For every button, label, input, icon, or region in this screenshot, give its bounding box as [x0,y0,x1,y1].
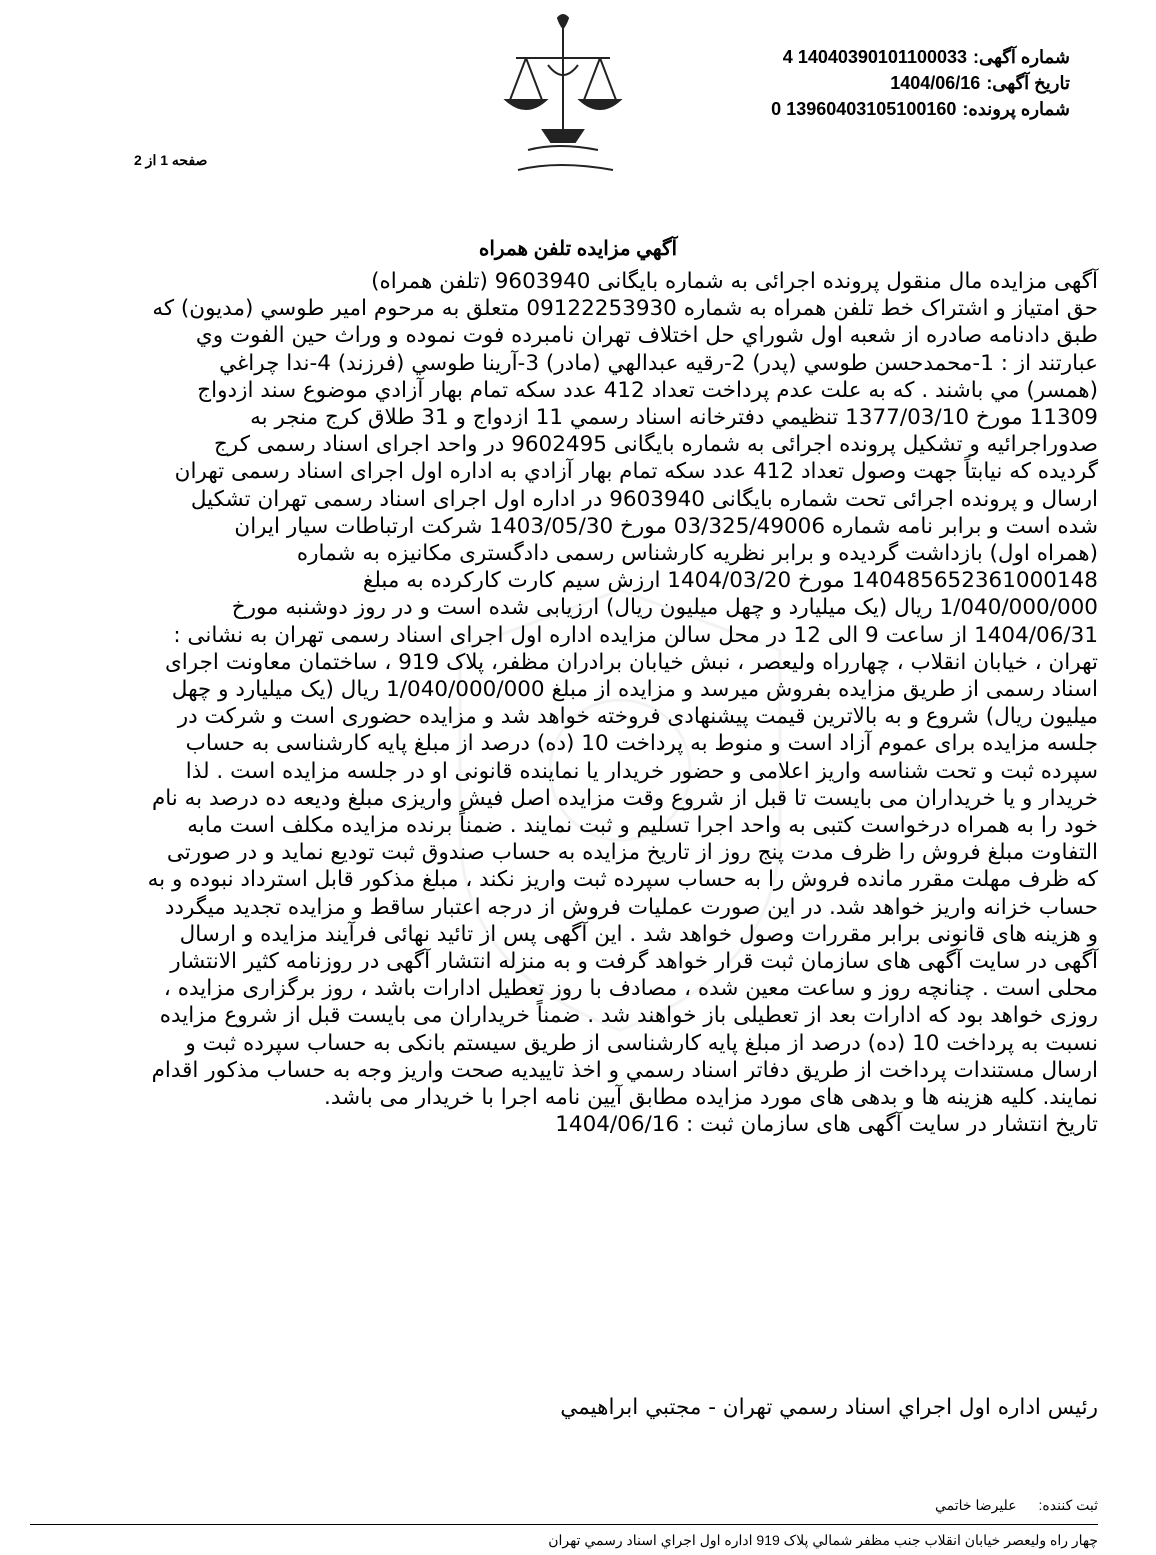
body-line: تاريخ انتشار در سايت آگهی های سازمان ثبت : 1404/06/16 [555,1112,1098,1138]
body-line: سپرده ثبت و تحت شناسه واريز اعلامی و حضور خريدار يا نماينده قانونی او در جلسه مزايده است . لذا [185,758,1098,784]
registrar-name: عليرضا خاتمي [934,1497,1017,1513]
body-line: صدوراجرائيه و تشکيل پرونده اجرائی به شماره بایگانی 9602495 در واحد اجرای اسناد رسمی کرج [214,432,1098,458]
body-line: التفاوت مبلغ فروش را ظرف مدت پنج روز از تاريخ مزايده به حساب صندوق ثبت توديع نمايد و در صورتی [166,840,1098,866]
registrar [935,1497,1098,1514]
body-line: آگهی در سايت آگهی های سازمان ثبت قرار خواهد گرفت و به منزله انتشار آگهی در روزنامه کثير الانتشار [170,949,1098,975]
signature: رئيس اداره اول اجراي اسناد رسمي تهران - مجتبي ابراهيمي [560,1395,1098,1420]
body-line: تهران ، خيابان انقلاب ، چهارراه وليعصر ، نبش خيابان برادران مظفر، پلاک 919 ، ساختمان معاونت اجرای [164,649,1098,675]
body-line: 140485652361000148 مورخ 1404/03/20 ارزش سيم کارت کارکرده به مبلغ [362,568,1098,594]
notice-number-label: شماره آگهی: [973,47,1070,67]
notice-date-row [771,70,1070,96]
body-line: ميليون ريال) شروع و به بالاترين قيمت پيشنهادی فروخته خواهد شد و مزايده حضوری است و شرکت در [177,704,1098,730]
judiciary-emblem-icon [488,10,638,185]
body-line: اسناد رسمی از طريق مزايده بفروش ميرسد و مزايده از مبلغ 1/040/000/000 ريال (يک ميليارد و چهل [171,677,1098,703]
notice-number: 14040390101100033 4 [782,47,968,67]
body-line: که ظرف مهلت مقرر مانده فروش را به حساب سپرده ثبت واريز نکند ، مبلغ مذکور قابل استرداد نبوده و به [147,867,1098,893]
page-indicator: صفحه 1 از 2 [134,152,208,168]
body-line: (همسر) مي باشند . که به علت عدم پرداخت تعداد 412 عدد سکه تمام بهار آزادي موضوع سند ازدواج [197,377,1098,403]
body-line: نمايند. کليه هزينه ها و بدهی های مورد مزايده مطابق آيين نامه اجرا با خريدار می باشد. [324,1085,1098,1111]
body-line: 1/040/000/000 ريال (يک ميليارد و چهل ميليون ريال) ارزيابی شده است و در روز دوشنبه مورخ [231,595,1098,621]
body-line: جلسه مزايده برای عموم آزاد است و منوط به پرداخت 10 (ده) درصد از مبلغ پايه کارشناسی به حساب [185,731,1098,757]
body-line: حساب خزانه واريز خواهد شد. در اين صورت عمليات فروش از درجه اعتبار ساقط و مزايده تجديد ميگردد [164,894,1098,920]
body-line: گرديده که نيابتاً جهت وصول تعداد 412 عدد سکه تمام بهار آزادي به اداره اول اجرای اسناد رسمی تهران [174,459,1098,485]
footer-divider [30,1524,1098,1525]
body-line: آگهی مزایده مال منقول پرونده اجرائی به شماره بایگانی 9603940 (تلفن همراه) [371,269,1098,294]
case-number: 13960403105100160 0 [771,99,957,119]
body-line: محلی است . چنانچه روز و ساعت معين شده ، مصادف با روز تعطيل ادارات باشد ، روز برگزاری مزايده ، [163,976,1098,1002]
body-line: ارسال و پرونده اجرائی تحت شماره بایگانی 9603940 در اداره اول اجرای اسناد رسمی تهران تشکيل [190,486,1098,512]
body-line: عبارتند از : 1-محمدحسن طوسي (پدر) 2-رقيه عبدالهي (مادر) 3-آرينا طوسي (فرزند) 4-ندا چراغي [219,350,1098,376]
body-line: شده است و برابر نامه شماره 03/325/49006 مورخ 1403/05/30 شرکت ارتباطات سيار ايران [234,513,1098,539]
body-line: ارسال مستندات پرداخت از طريق دفاتر اسناد رسمي و اخذ تاييديه صحت واريز وجه به حساب مذکور اقدام [151,1057,1098,1083]
body-line: 1404/06/31 از ساعت 9 الی 12 در محل سالن مزايده اداره اول اجرای اسناد رسمی تهران به نشانی : [173,622,1098,648]
body-line: نسبت به پرداخت 10 (ده) درصد از مبلغ پايه کارشناسی از طريق سيستم بانکی به حساب سپرده ثبت و [185,1030,1098,1056]
notice-date: 1404/06/16 [890,73,981,93]
body-line: طبق دادنامه صادره از شعبه اول شوراي حل اختلاف تهران نامبرده فوت نموده و وراث حين الفوت وي [195,323,1098,349]
document-title: آگهي مزايده تلفن همراه [478,238,678,260]
body-line: خود را به همراه درخواست کتبی به واحد اجرا تسليم و ثبت نمايند . ضمناً برنده مزايده مکلف است مابه [187,813,1098,839]
body-line: و هزينه های قانونی برابر مقررات وصول خواهد شد . اين آگهی پس از تائيد نهائی فرآيند مزايده و ارسال [179,921,1098,947]
footer-address: چهار راه وليعصر خيابان انقلاب جنب مظفر شمالي پلاک 919 اداره اول اجراي اسناد رسمي تهران [548,1532,1098,1548]
notice-meta [771,44,1070,122]
body-line: 11309 مورخ 1377/03/10 تنظيمي دفترخانه اسناد رسمي 11 ازدواج و 31 طلاق کرج منجر به [250,405,1098,431]
body-line: حق امتياز و اشتراک خط تلفن همراه به شماره 09122253930 متعلق به مرحوم امير طوسي (مديون) که [152,296,1098,322]
case-number-row [771,96,1070,122]
case-number-label: شماره پرونده: [962,99,1070,119]
notice-date-label: تاریخ آگهی: [986,73,1070,93]
body-line: خريدار و يا خريداران می بايست تا قبل از شروع وقت مزايده اصل فيش واريزی مبلغ وديعه ده درصد به نام [151,785,1098,811]
notice-body [6,268,1098,1139]
registrar-label: ثبت کننده: [1038,1497,1098,1513]
notice-number-row [771,44,1070,70]
body-line: (همراه اول) بازداشت گرديده و برابر نظريه کارشناس رسمی دادگستری مکانيزه به شماره [296,541,1098,567]
body-line: روزی خواهد بود که ادارات بعد از تعطيلی باز خواهند شد . ضمناً خريداران می بايست قبل از شروع مزايده [159,1003,1098,1029]
